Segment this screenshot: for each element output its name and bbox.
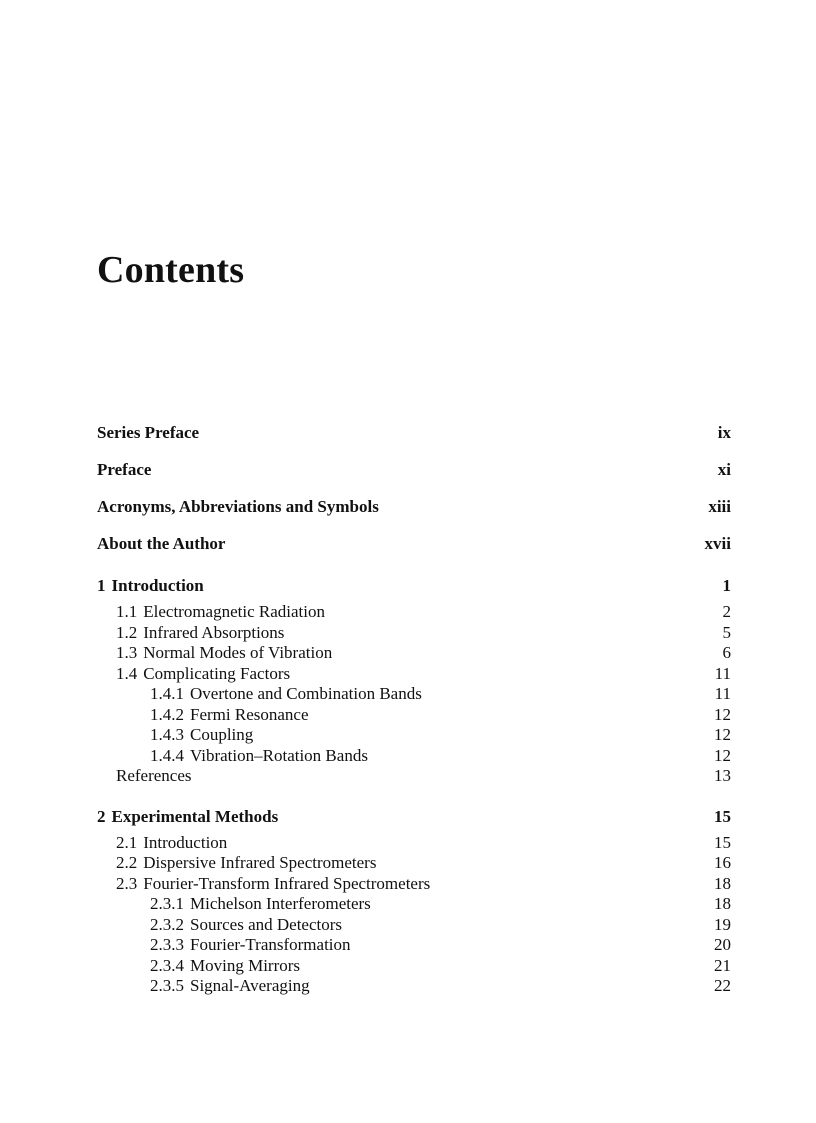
toc-section-entry[interactable] <box>97 623 731 644</box>
toc-front-matter-entry[interactable] <box>97 494 731 531</box>
toc-subsection-entry-title: Sources and Detectors <box>190 914 343 934</box>
toc-section-entry-label <box>116 623 284 644</box>
toc-chapter-entry-page-number: 1 <box>722 576 731 595</box>
toc-subsection-entry-title: Signal-Averaging <box>190 976 310 995</box>
toc-subsection-entry-page-number: 12 <box>714 745 731 765</box>
toc-subsection-entry[interactable] <box>97 705 731 726</box>
toc-section-entry-label <box>116 833 227 854</box>
toc-section-entry-number: 2.3 <box>116 873 138 893</box>
toc-section-entry-page-number: 2 <box>722 602 731 621</box>
toc-subsection-entry[interactable] <box>97 894 731 915</box>
toc-section-entry-label <box>116 853 376 874</box>
toc-section-entry-title: Introduction <box>143 832 228 852</box>
toc-section-entry-label <box>116 602 325 623</box>
toc-subsection-entry-number: 1.4.3 <box>150 725 184 744</box>
toc-section-entry[interactable] <box>97 643 731 664</box>
toc-section-entry-title: Fourier-Transform Infrared Spectrometers <box>143 873 431 893</box>
toc-subsection-entry-number: 2.3.2 <box>150 914 184 934</box>
toc-subsection-entry[interactable] <box>97 956 731 977</box>
toc-chapter-entry[interactable] <box>97 803 731 833</box>
toc-section-entry-number: 1.3 <box>116 643 138 662</box>
toc-subsection-entry-page-number: 21 <box>714 955 731 975</box>
toc-subsection-entry[interactable] <box>97 684 731 705</box>
toc-section-entry-number: 1.4 <box>116 663 138 683</box>
chapter-spacer <box>97 787 731 803</box>
toc-section-entry-title: Dispersive Infrared Spectrometers <box>143 853 377 872</box>
toc-subsection-entry-title: Fourier-Transformation <box>190 935 351 954</box>
toc-subsection-entry[interactable] <box>97 746 731 767</box>
toc-references-entry-title: References <box>116 766 192 785</box>
toc-section-entry-title: Normal Modes of Vibration <box>143 643 333 662</box>
table-of-contents <box>97 420 731 997</box>
toc-section-entry-title: Infrared Absorptions <box>143 622 285 642</box>
toc-subsection-entry-title: Fermi Resonance <box>190 704 309 724</box>
toc-front-matter-entry-label <box>97 531 225 557</box>
toc-front-matter-entry-label <box>97 494 379 520</box>
toc-section-entry[interactable] <box>97 602 731 623</box>
toc-front-matter-entry[interactable] <box>97 420 731 457</box>
toc-subsection-entry-label <box>150 705 309 726</box>
toc-front-matter-entry-page-number: xiii <box>708 497 731 516</box>
toc-section-entry-title: Complicating Factors <box>143 663 291 683</box>
toc-section-entry-page-number: 16 <box>714 853 731 872</box>
toc-front-matter-entry[interactable] <box>97 531 731 568</box>
toc-subsection-entry[interactable] <box>97 935 731 956</box>
toc-front-matter-entry-page-number: xi <box>717 460 731 479</box>
toc-references-entry[interactable] <box>97 766 731 787</box>
toc-section-entry-page-number: 6 <box>722 643 731 662</box>
toc-subsection-entry-label <box>150 725 253 746</box>
page-title: Contents <box>97 249 245 291</box>
toc-subsection-entry-number: 1.4.2 <box>150 704 184 724</box>
toc-subsection-entry-title: Overtone and Combination Bands <box>190 684 422 703</box>
toc-subsection-entry-page-number: 11 <box>714 684 731 703</box>
toc-front-matter-entry-page-number: ix <box>717 423 731 442</box>
toc-subsection-entry-page-number: 19 <box>714 914 731 934</box>
toc-subsection-entry-page-number: 22 <box>714 976 731 995</box>
toc-chapter-entry-label <box>97 803 278 831</box>
toc-subsection-entry-page-number: 18 <box>714 894 731 913</box>
toc-front-matter-entry-title: Preface <box>97 460 152 479</box>
toc-subsection-entry-title: Moving Mirrors <box>190 955 301 975</box>
toc-subsection-entry-page-number: 12 <box>714 704 731 724</box>
toc-subsection-entry-page-number: 20 <box>714 935 731 954</box>
toc-references-entry-label <box>116 766 192 787</box>
toc-subsection-entry-label <box>150 915 342 936</box>
toc-section-entry-page-number: 18 <box>714 873 731 893</box>
toc-front-matter-entry-title: About the Author <box>97 534 226 553</box>
toc-subsection-entry[interactable] <box>97 725 731 746</box>
toc-section-entry-number: 1.2 <box>116 622 138 642</box>
toc-chapter-entry-number: 1 <box>97 576 106 595</box>
toc-chapter-entry-title: Experimental Methods <box>111 806 279 826</box>
toc-subsection-entry-label <box>150 956 300 977</box>
toc-front-matter-entry[interactable] <box>97 457 731 494</box>
toc-front-matter-entry-title: Acronyms, Abbreviations and Symbols <box>97 497 379 516</box>
toc-front-matter-entry-title: Series Preface <box>97 423 200 442</box>
toc-subsection-entry[interactable] <box>97 976 731 997</box>
toc-section-entry-label <box>116 874 430 895</box>
toc-subsection-entry-number: 1.4.4 <box>150 745 184 765</box>
toc-section-entry-title: Electromagnetic Radiation <box>143 602 325 621</box>
toc-subsection-entry-title: Coupling <box>190 725 254 744</box>
toc-subsection-entry-number: 2.3.3 <box>150 935 184 954</box>
toc-subsection-entry-number: 1.4.1 <box>150 684 184 703</box>
toc-subsection-entry-label <box>150 746 368 767</box>
toc-section-entry[interactable] <box>97 874 731 895</box>
toc-section-entry[interactable] <box>97 833 731 854</box>
toc-references-entry-page-number: 13 <box>714 766 731 785</box>
toc-section-entry-page-number: 11 <box>714 663 731 683</box>
toc-chapter-entry-number: 2 <box>97 806 106 826</box>
toc-subsection-entry-label <box>150 894 371 915</box>
toc-section-entry[interactable] <box>97 664 731 685</box>
toc-chapter-entry-title: Introduction <box>111 576 204 595</box>
toc-section-entry-page-number: 5 <box>722 622 731 642</box>
toc-subsection-entry-number: 2.3.4 <box>150 955 184 975</box>
toc-section-entry-number: 1.1 <box>116 602 138 621</box>
toc-subsection-entry-label <box>150 935 351 956</box>
toc-subsection-entry-page-number: 12 <box>714 725 731 744</box>
toc-chapter-entry[interactable] <box>97 572 731 602</box>
toc-front-matter-entry-label <box>97 420 199 446</box>
toc-front-matter-entry-page-number: xvii <box>704 534 731 553</box>
toc-subsection-entry-title: Vibration–Rotation Bands <box>190 745 368 765</box>
toc-section-entry-number: 2.2 <box>116 853 138 872</box>
toc-section-entry-page-number: 15 <box>714 832 731 852</box>
toc-subsection-entry[interactable] <box>97 915 731 936</box>
toc-subsection-entry-label <box>150 684 422 705</box>
toc-chapter-entry-label <box>97 572 204 600</box>
toc-section-entry-number: 2.1 <box>116 832 138 852</box>
toc-subsection-entry-number: 2.3.5 <box>150 976 184 995</box>
toc-section-entry-label <box>116 664 290 685</box>
toc-front-matter-entry-label <box>97 457 151 483</box>
toc-subsection-entry-label <box>150 976 310 997</box>
toc-subsection-entry-title: Michelson Interferometers <box>190 894 371 913</box>
toc-section-entry-label <box>116 643 332 664</box>
toc-chapter-entry-page-number: 15 <box>714 806 731 826</box>
toc-section-entry[interactable] <box>97 853 731 874</box>
toc-subsection-entry-number: 2.3.1 <box>150 894 184 913</box>
